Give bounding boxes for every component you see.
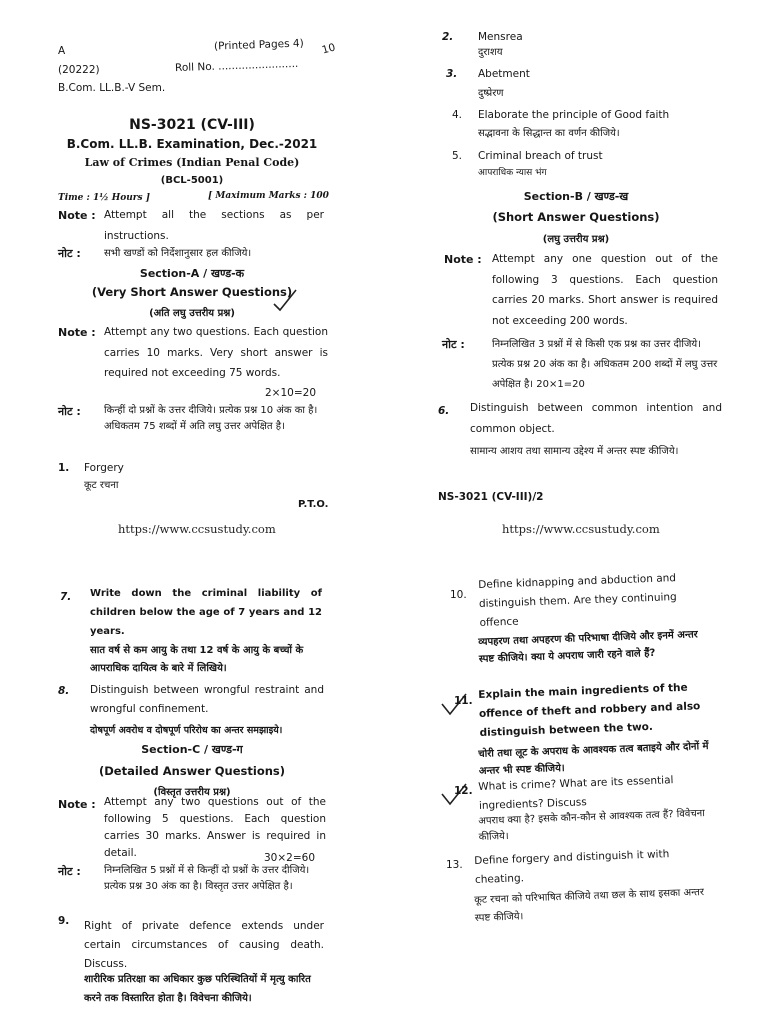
question-6-text: Distinguish between common intention and common object. [470,402,722,435]
question-7-text: Write down the criminal liability of children below the age of 7 years and 12 years. [90,588,322,637]
question-2-text: Mensrea [478,31,523,43]
question-3-text-hindi: दुष्प्रेरण [478,88,504,99]
section-b-note-hindi-label: नोट : [442,338,465,351]
question-2-number: 2. [442,31,454,43]
section-a-title: (Very Short Answer Questions) [91,285,293,299]
question-6-number: 6. [438,405,450,417]
question-12-text-hindi: अपराध क्या है? इसके कौन-कौन से आवश्यक तत्व हैं? विवेचना कीजिये। [478,808,706,843]
section-a-note-label: Note : [58,326,96,339]
general-instructions: Attempt all the sections as per instructions. [104,209,324,242]
question-6-text-hindi: सामान्य आशय तथा सामान्य उद्देश्य में अन्तर स्पष्ट कीजिये। [470,446,679,457]
page-1-right [384,0,768,545]
question-9-text: Right of private defence extends under certain circumstances of causing death. Discuss. [84,920,324,970]
roll-number: Roll No. ........................ [174,57,299,75]
section-c-title: (Detailed Answer Questions) [98,764,286,778]
question-8-text: Distinguish between wrongful restraint and wrongful confinement. [90,684,324,715]
question-5-text-hindi: आपराधिक न्यास भंग [478,168,547,178]
section-c-note: Attempt any two questions out of the following 5 questions. Each question carries 30 marks. Answer is required in detail. [104,796,326,859]
section-b-note: Attempt any one question out of the following 3 questions. Each question carries 20 marks. Short answer is required not exceeding 200 words. [492,253,718,327]
question-1-text: Forgery [84,462,124,474]
course-code: (BCL-5001) [160,175,224,186]
question-7-text-hindi: सात वर्ष से कम आयु के तथा 12 वर्ष के आयु के बच्चों के आपराधिक दायित्व के बारे में लिखिये। [90,645,304,674]
section-a-note-hindi-label: नोट : [58,405,81,418]
section-c-heading: Section-C / खण्ड-ग [141,743,243,756]
question-12-text: What is crime? What are its essential ingredients? Discuss [478,774,674,812]
question-11-text-hindi: चोरी तथा लूट के अपराध के आवश्यक तत्व बताइये और दोनों में अन्तर भी स्पष्ट कीजिये। [478,740,709,777]
paper-code-a: A [58,45,66,57]
question-9-number: 9. [58,915,70,927]
question-4-text-hindi: सद्भावना के सिद्धान्त का वर्णन कीजिये। [478,128,620,139]
section-a-title-hindi: (अति लघु उत्तरीय प्रश्न) [149,308,235,319]
page-2-left [0,560,384,1024]
section-b-note-label: Note : [444,253,482,266]
question-5-text: Criminal breach of trust [478,150,603,162]
question-1-text-hindi: कूट रचना [84,480,119,491]
question-8-text-hindi: दोषपूर्ण अवरोध व दोषपूर्ण परिरोध का अन्तर समझाइये। [90,725,283,736]
question-13-text-hindi: कूट रचना को परिभाषित कीजिये तथा छल के साथ इसका अन्तर स्पष्ट कीजिये। [474,886,705,924]
question-13-text: Define forgery and distinguish it with cheating. [474,848,670,886]
general-instructions-hindi: सभी खण्डों को निर्देशानुसार हल कीजिये। [104,248,252,259]
paper-code-title: NS-3021 (CV-III) [129,117,255,133]
subject-title: Law of Crimes (Indian Penal Code) [84,156,300,169]
section-b-heading: Section-B / खण्ड-ख [523,190,629,203]
section-c-marks: 30×2=60 [264,852,315,864]
question-4-number: 4. [452,109,463,121]
please-turn-over: P.T.O. [298,499,329,510]
question-5-number: 5. [452,150,463,162]
page-2-right [384,560,768,1024]
count-mark: 10 [320,41,337,57]
section-a-note: Attempt any two questions. Each question carries 10 marks. Very short answer is required not exceeding 75 words. [104,326,328,379]
section-c-note-label: Note : [58,798,96,811]
question-13-number: 13. [446,859,463,871]
section-c-title-hindi: (विस्तृत उत्तरीय प्रश्न) [153,787,231,798]
section-b-note-hindi: निम्नलिखित 3 प्रश्नों में से किसी एक प्रश्न का उत्तर दीजिये। प्रत्येक प्रश्न 20 अंक का है। अधिकतम 200 शब्दों में लघु उत्तर अपेक्षित है। 20×1=20 [492,339,718,390]
printed-pages: (Printed Pages 4) [213,37,304,53]
section-b-title-hindi: (लघु उत्तरीय प्रश्न) [542,234,610,245]
section-c-note-hindi: निम्नलिखित 5 प्रश्नों में से किन्हीं दो प्रश्नों के उत्तर दीजिये। प्रत्येक प्रश्न 30 अंक का है। विस्तृत उत्तर अपेक्षित है। [104,865,310,892]
question-11-text: Explain the main ingredients of the offence of theft and robbery and also distinguish between the two. [478,681,701,739]
section-a-heading: Section-A / खण्ड-क [139,267,245,280]
page-1-left [0,0,384,545]
exam-title: B.Com. LL.B. Examination, Dec.-2021 [66,137,318,151]
maximum-marks: [ Maximum Marks : 100 [208,191,329,201]
note-label: Note : [58,209,96,222]
question-2-text-hindi: दुराशय [478,47,503,58]
question-10-number: 10. [450,589,467,601]
question-9-text-hindi: शारीरिक प्रतिरक्षा का अधिकार कुछ परिस्थितियों में मृत्यु कारित करने तक विस्तारित होता है। विवेचना कीजिये। [84,974,311,1004]
footer-url-left: https://www.ccsustudy.com [118,522,276,536]
semester: B.Com. LL.B.-V Sem. [58,82,166,94]
question-7-number: 7. [60,591,72,603]
section-a-note-hindi: किन्हीं दो प्रश्नों के उत्तर दीजिये। प्रत्येक प्रश्न 10 अंक का है। अधिकतम 75 शब्दों में अति लघु उत्तर अपेक्षित है। [104,405,318,432]
question-3-number: 3. [446,68,458,80]
section-a-marks: 2×10=20 [265,387,316,399]
footer-url-right: https://www.ccsustudy.com [502,522,660,536]
section-c-note-hindi-label: नोट : [58,865,81,878]
question-3-text: Abetment [478,68,530,80]
question-11-number: 11. [454,695,473,707]
time-allowed: Time : 1½ Hours ] [58,193,150,203]
question-10-text-hindi: व्यपहरण तथा अपहरण की परिभाषा दीजिये और इनमें अन्तर स्पष्ट कीजिये। क्या ये अपराध जारी रहने वाले हैं? [478,629,698,665]
code-number: (20222) [58,64,100,76]
question-10-text: Define kidnapping and abduction and distinguish them. Are they continuing offence [478,572,677,629]
note-hindi-label: नोट : [58,247,81,260]
question-1-number: 1. [58,462,70,474]
question-8-number: 8. [58,685,70,697]
question-12-number: 12. [454,785,473,797]
question-4-text: Elaborate the principle of Good faith [478,109,670,121]
section-b-title: (Short Answer Questions) [492,210,660,224]
page-footer-code: NS-3021 (CV-III)/2 [438,491,544,503]
